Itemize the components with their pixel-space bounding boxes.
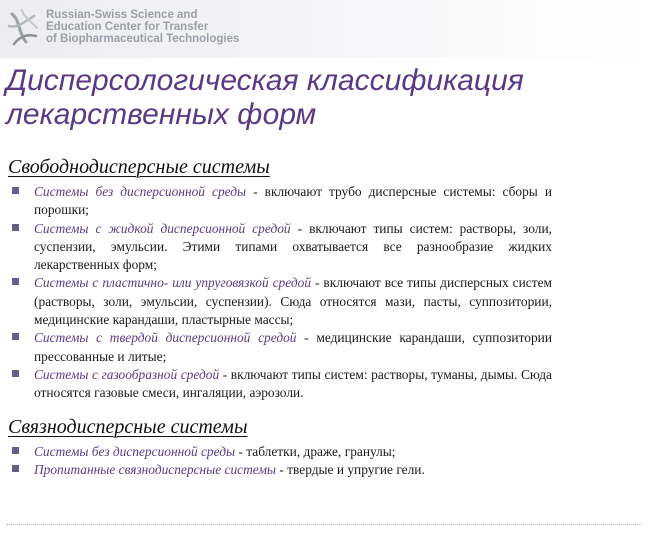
item-term: Системы с газообразной средой [34, 366, 220, 382]
item-text: - включают трубо дисперсные системы: сборы и порошки; [34, 184, 552, 218]
header-banner [0, 0, 650, 58]
bullet-icon [12, 224, 19, 231]
item-term: Системы с твердой дисперсионной средой [34, 330, 297, 346]
item-text: - включают типы систем: растворы, туманы, дымы. Сюда относятся газовые смеси, ингаляции, аэрозоли. [34, 366, 552, 401]
item-term: Системы с жидкой дисперсионной средой [34, 220, 291, 236]
logo-line: of Biopharmaceutical Technologies [46, 33, 240, 45]
item-term: Системы без дисперсионной среды [34, 184, 247, 199]
section-heading-free-disperse: Свободнодисперсные системы [8, 156, 270, 178]
bullet-icon [12, 447, 19, 454]
bullet-icon [12, 333, 19, 340]
list-item [12, 183, 552, 220]
item-term: Системы с пластично- или упруговязкой средой [34, 275, 312, 291]
list-item [12, 443, 552, 461]
logo-line: Education Center for Transfer [46, 21, 209, 33]
item-text: - включают все типы дисперсных систем (растворы, золи, эмульсии, суспензии). Сюда относятся мази, пасты, суппозитории, медицинские карандаши, пластырные массы; [34, 275, 552, 328]
footer-divider [6, 524, 642, 525]
bound-disperse-list [12, 443, 552, 480]
page-title [6, 64, 646, 132]
list-item [12, 329, 552, 366]
item-text: - медицинские карандаши, суппозитории прессованные и литые; [34, 330, 552, 364]
list-item [12, 220, 552, 275]
section-heading-bound-disperse: Связнодисперсные системы [8, 416, 248, 438]
item-text: - твердые и упругие гели. [276, 462, 425, 478]
bullet-icon [12, 187, 19, 194]
list-item [12, 461, 552, 479]
item-text: - включают типы систем: растворы, золи, суспензии, эмульсии. Этими типами охватывается все разнообразие жидких лекарственных форм; [34, 220, 552, 273]
item-term: Системы без дисперсионной среды [34, 444, 236, 459]
list-item [12, 274, 552, 329]
title-line: Дисперсологическая классификация [6, 64, 524, 97]
bullet-icon [12, 465, 19, 472]
bullet-icon [12, 370, 19, 377]
logo-icon [6, 6, 40, 50]
bullet-icon [12, 278, 19, 285]
title-line: лекарственных форм [6, 98, 317, 131]
item-term: Пропитанные связнодисперсные системы [34, 462, 276, 478]
logo-text [46, 9, 239, 45]
item-text: - таблетки, драже, гранулы; [235, 444, 396, 459]
list-item [12, 366, 552, 403]
free-disperse-list [12, 183, 552, 403]
logo-line: Russian-Swiss Science and [46, 9, 198, 21]
